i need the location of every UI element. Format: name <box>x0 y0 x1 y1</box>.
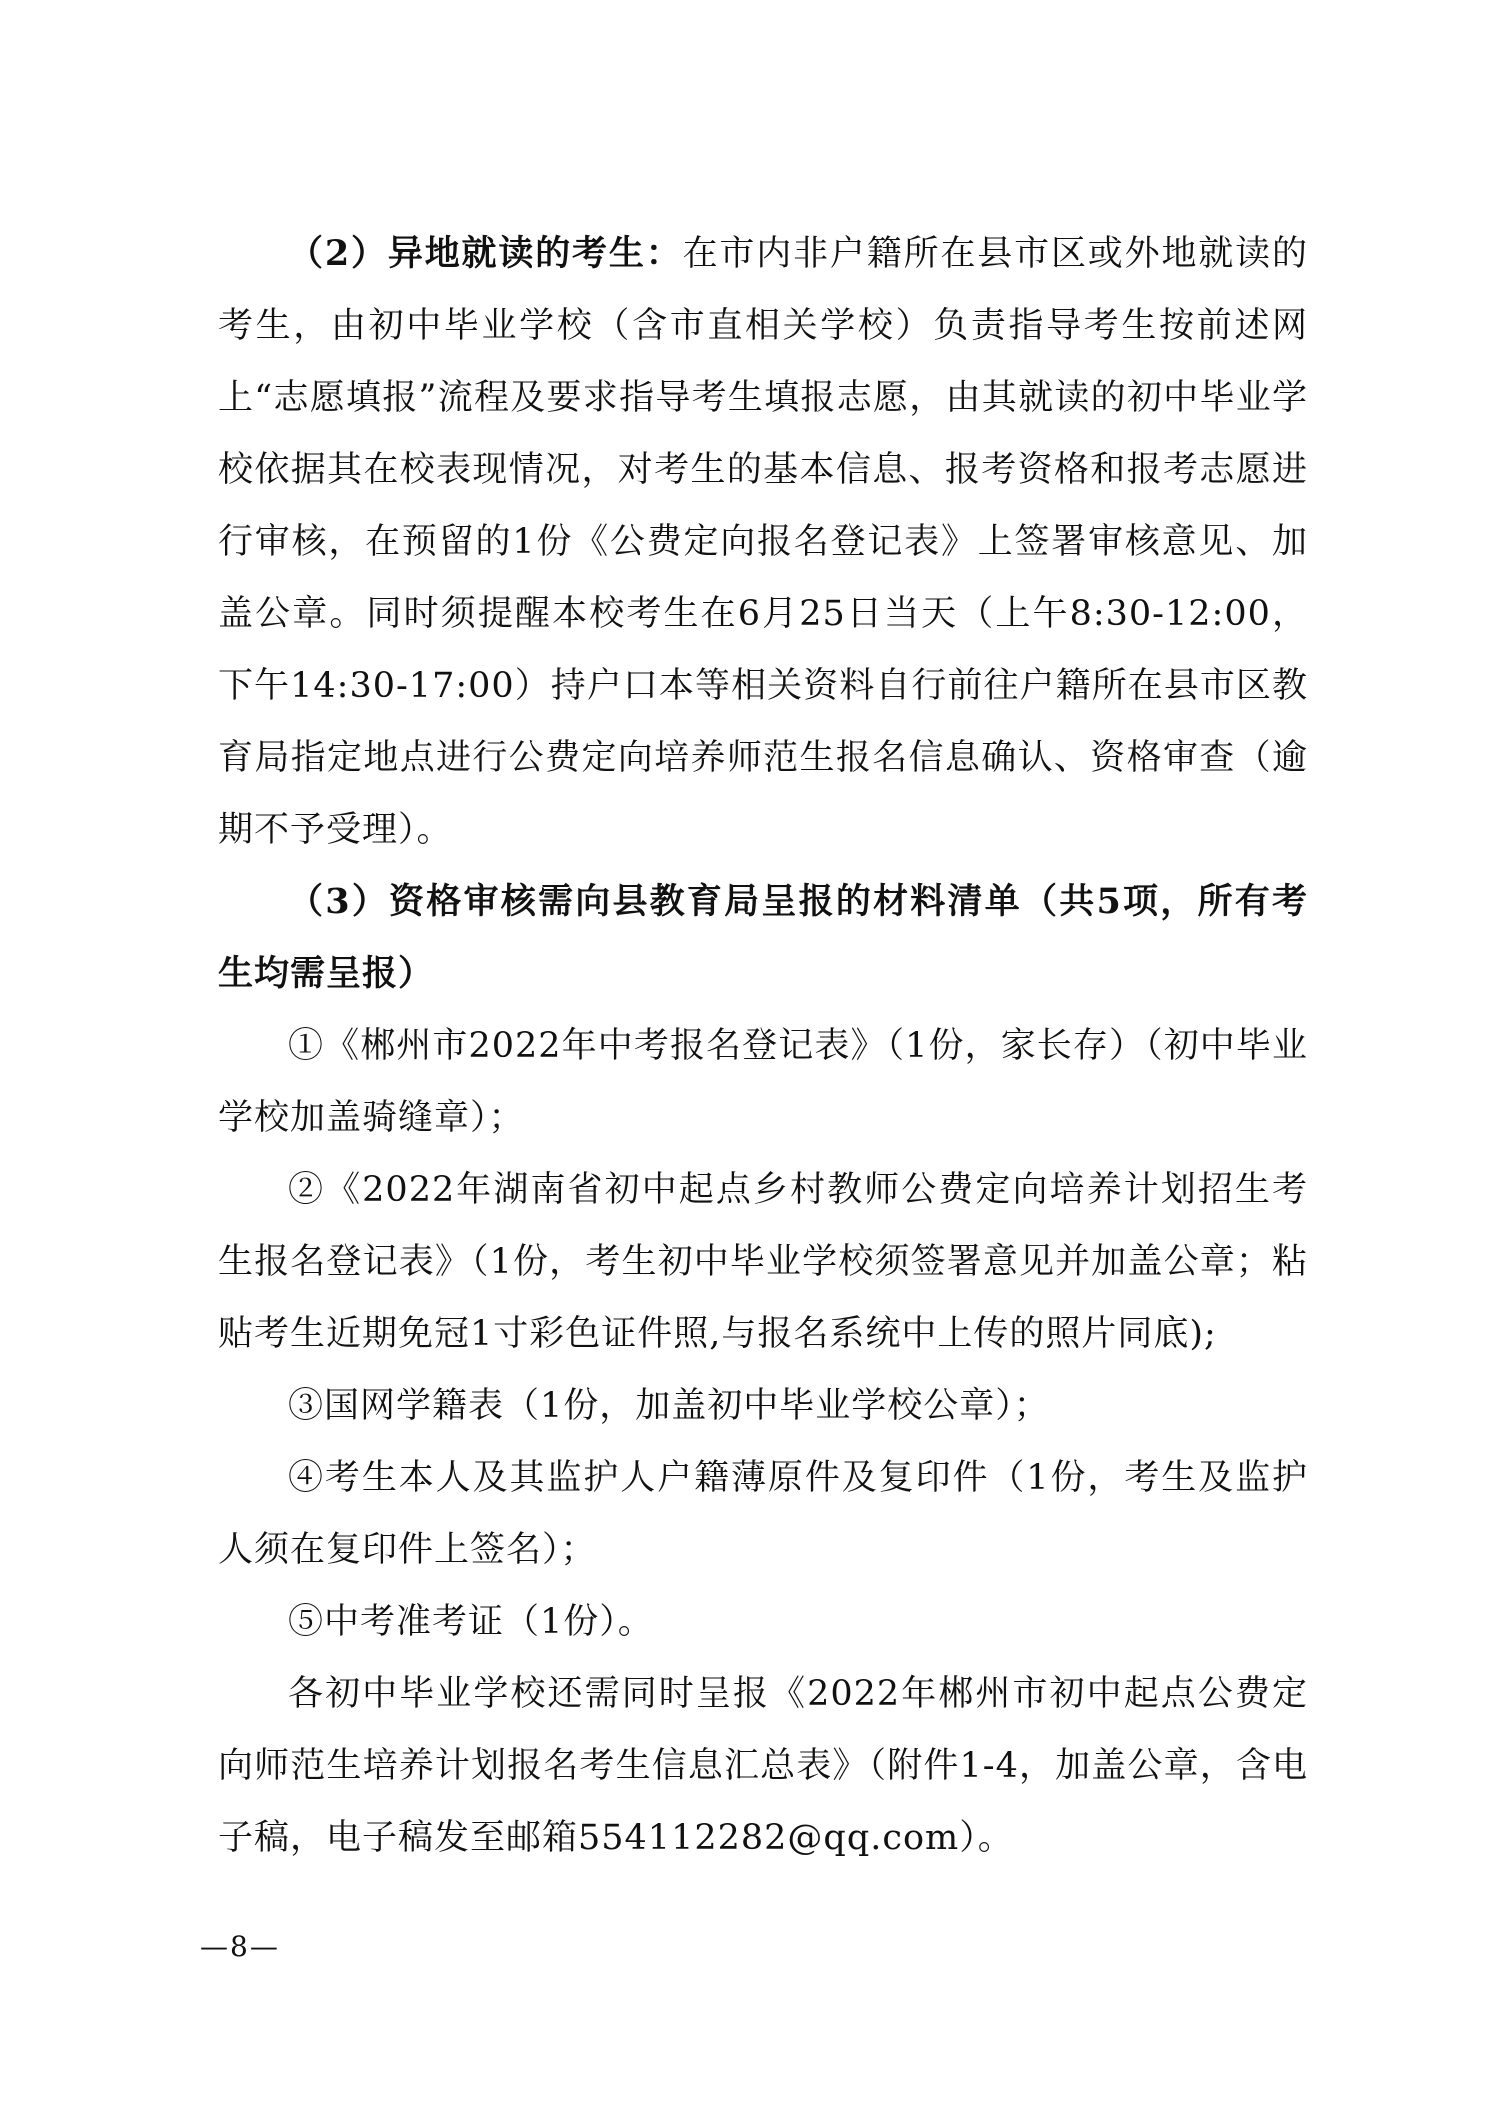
materials-item-3: ③国网学籍表（1份，加盖初中毕业学校公章）； <box>288 1386 1050 1426</box>
materials-item-1: ①《郴州市2022年中考报名登记表》（1份，家长存）（初中毕业学校加盖骑缝章）； <box>218 1026 1308 1138</box>
paragraph-summary-submission: 各初中毕业学校还需同时呈报《2022年郴州市初中起点公费定向师范生培养计划报名考生信息汇总表》（附件1-4，加盖公章，含电子稿，电子稿发至邮箱554112282@qq.com）。 <box>218 1674 1308 1858</box>
paragraph-text-remote-students: 在市内非户籍所在县市区或外地就读的考生，由初中毕业学校（含市直相关学校）负责指导考生按前述网上“志愿填报”流程及要求指导考生填报志愿，由其就读的初中毕业学校依据其在校表现情况，对考生的基本信息、报考资格和报考志愿进行审核，在预留的1份《公费定向报名登记表》上签署审核意见、加盖公章。同时须提醒本校考生在6月25日当天（上午8:30-12:00，下午14:30-17:00）持户口本等相关资料自行前往户籍所在县市区教育局指定地点进行公费定向培养师范生报名信息确认、资格审查（逾期不予受理）。 <box>218 234 1308 850</box>
materials-item-4: ④考生本人及其监护人户籍薄原件及复印件（1份，考生及监护人须在复印件上签名）； <box>218 1458 1308 1570</box>
page-number: —8— <box>200 1930 280 1963</box>
document-body <box>218 218 1308 1874</box>
paragraph-lead-remote-students: （2）异地就读的考生： <box>288 233 683 274</box>
materials-item-5: ⑤中考准考证（1份）。 <box>288 1602 654 1642</box>
paragraph-remote-students <box>218 218 1308 866</box>
paragraph-materials-heading: （3）资格审核需向县教育局呈报的材料清单（共5项，所有考生均需呈报） <box>218 881 1308 994</box>
materials-item-2: ②《2022年湖南省初中起点乡村教师公费定向培养计划招生考生报名登记表》（1份，考生初中毕业学校须签署意见并加盖公章；粘贴考生近期免冠1寸彩色证件照,与报名系统中上传的照片同底); <box>218 1170 1308 1354</box>
